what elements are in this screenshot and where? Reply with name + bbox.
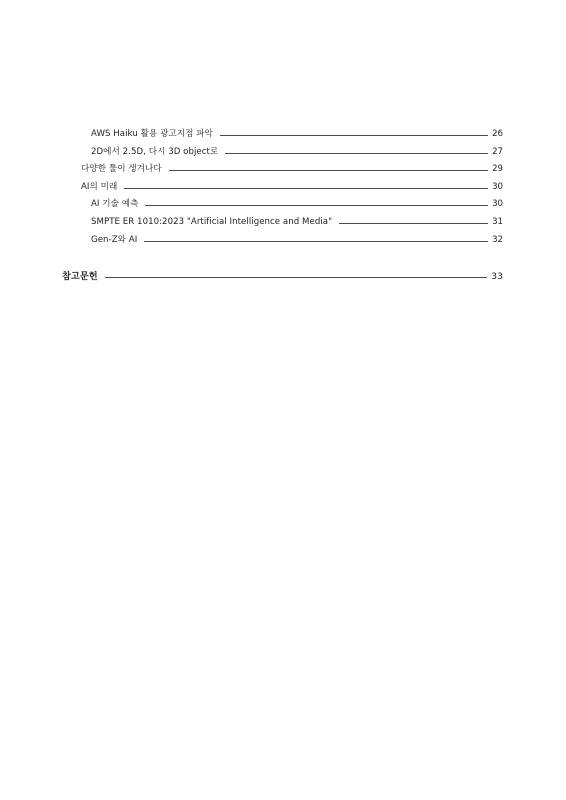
toc-leader-line [169,170,488,171]
toc-entry-title: 2D에서 2.5D, 다시 3D object로 [91,147,219,157]
toc-leader-line [124,188,488,189]
toc-bibliography-entry[interactable] [62,270,503,283]
toc-leader-line [105,277,488,278]
toc-entry[interactable] [91,198,503,211]
toc-entry[interactable] [91,146,503,159]
toc-entry-title: AI 기술 예측 [91,199,139,209]
toc-entry-page: 26 [492,129,503,139]
toc-entry-title: AWS Haiku 활용 광고지점 파악 [91,129,213,139]
toc-leader-line [339,223,488,224]
toc-leader-line [220,135,488,136]
toc-entry-page: 29 [492,164,503,174]
toc-entry-title: AI의 미래 [81,182,118,192]
toc-entry[interactable] [91,216,503,229]
toc-entry-title: 다양한 툴이 생겨나다 [81,164,162,174]
toc-entry-title: SMPTE ER 1010:2023 "Artificial Intelligence and Media" [91,217,333,227]
toc-entry-page: 30 [492,182,503,192]
toc-entry-page: 31 [492,217,503,227]
toc-entry-page: 33 [491,271,503,282]
toc-entry-page: 30 [492,199,503,209]
toc-section-entry[interactable] [81,181,503,194]
toc-entry[interactable] [91,128,503,141]
toc-entry[interactable] [91,234,503,247]
toc-entry-title: Gen-Z와 AI [91,235,138,245]
toc-entry-title: 참고문헌 [62,271,98,282]
toc-entry-page: 32 [492,235,503,245]
toc-entry-page: 27 [492,147,503,157]
toc-entry[interactable] [81,163,503,176]
toc-leader-line [145,205,488,206]
toc-leader-line [144,241,488,242]
toc-leader-line [225,153,488,154]
